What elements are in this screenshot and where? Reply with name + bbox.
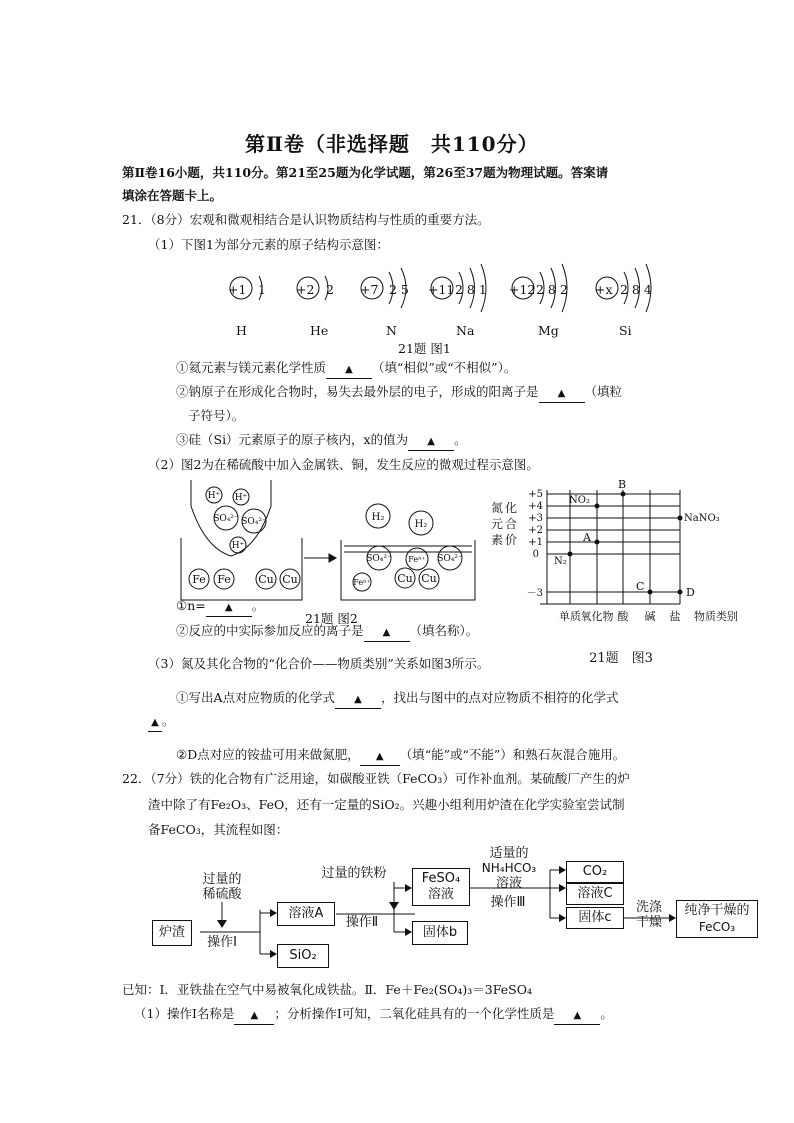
q21-part3: （3）氮及其化合物的“化合价——物质类别”关系如图3所示。 bbox=[148, 656, 490, 671]
atom-he-symbol: He bbox=[310, 323, 329, 338]
ytick: 0 bbox=[532, 549, 539, 560]
figure-3-caption: 21题 图3 bbox=[589, 651, 653, 666]
atom-si-nucleus: +x bbox=[595, 282, 613, 297]
intro-line-1: 第Ⅱ卷16小题，共110分。第21至25题为化学试题，第26至37题为物理试题。答案请 bbox=[122, 165, 609, 180]
q22-1: （1）操作Ⅰ名称是 ▲ ；分析操作Ⅰ可知，二氧化硅具有的一个化学性质是 ▲ 。 bbox=[134, 1006, 613, 1025]
q21-2-2: ②反应的中实际参加反应的离子是 ▲ （填名称）。 bbox=[176, 623, 478, 642]
q21-3-2: ②D点对应的铵盐可用来做氮肥， ▲ （填“能”或“不能”）和熟石灰混合施用。 bbox=[176, 747, 625, 766]
fig2-fe-ion: Feⁿ⁺ bbox=[353, 578, 371, 587]
box-feso4: FeSO₄ 溶液 bbox=[412, 868, 470, 906]
xaxis-label: 物质类别 bbox=[694, 610, 738, 623]
label-no2: NO₂ bbox=[569, 495, 590, 506]
label-nh4hco3: 适量的 NH₄HCO₃ 溶液 bbox=[481, 846, 537, 891]
box-solid-c: 固体c bbox=[566, 907, 624, 929]
answer-blank[interactable]: ▲ bbox=[364, 623, 410, 642]
answer-blank[interactable]: ▲ bbox=[408, 432, 454, 451]
q21-3-1: ①写出A点对应物质的化学式 ▲ ，找出与图中的点对应物质不相符的化学式 bbox=[176, 690, 619, 709]
fig2-h-ion: H⁺ bbox=[231, 541, 245, 551]
point-b bbox=[621, 492, 626, 497]
answer-blank[interactable]: ▲ bbox=[234, 1006, 274, 1025]
ytick: +1 bbox=[528, 537, 543, 548]
atom-he-shells: 2 bbox=[326, 282, 334, 297]
atom-h-symbol: H bbox=[236, 323, 247, 338]
atom-n-nucleus: +7 bbox=[360, 282, 379, 297]
ytick: +4 bbox=[528, 501, 543, 512]
q21-heading: 21．（8分）宏观和微观相结合是认识物质结构与性质的重要方法。 bbox=[122, 212, 490, 227]
q21-1-3: ③硅（Si）元素原子的原子核内，x的值为 ▲ 。 bbox=[176, 432, 467, 451]
q21-2-1: ①n= ▲ 。 bbox=[176, 598, 264, 617]
atom-na-symbol: Na bbox=[456, 323, 475, 338]
atom-si-shells: 2 8 4 bbox=[620, 282, 652, 297]
label-op2: 操作Ⅱ bbox=[345, 915, 379, 930]
fig2-fe: Fe bbox=[192, 573, 206, 586]
atom-na-shells: 2 8 1 bbox=[455, 282, 487, 297]
label-op1: 操作Ⅰ bbox=[207, 935, 237, 950]
q21-part2: （2）图2为在稀硫酸中加入金属铁、铜，发生反应的微观过程示意图。 bbox=[148, 457, 539, 472]
point-no2 bbox=[595, 504, 600, 509]
fig2-cu: Cu bbox=[421, 572, 437, 585]
label-d: D bbox=[686, 586, 695, 599]
point-c bbox=[648, 590, 653, 595]
q22-known: 已知：Ⅰ．亚铁盐在空气中易被氧化成铁盐。Ⅱ．Fe＋Fe₂(SO₄)₃＝3FeSO₄ bbox=[122, 982, 532, 997]
figure-3-chart bbox=[485, 478, 755, 668]
box-solution-c: 溶液C bbox=[566, 883, 624, 905]
q21-3-1-cont: ▲ 。 bbox=[148, 713, 175, 732]
fig2-h2: H₂ bbox=[371, 512, 385, 523]
ylabel-char: 素 bbox=[490, 533, 504, 547]
fig2-cu: Cu bbox=[258, 573, 274, 586]
atom-n-symbol: N bbox=[386, 323, 397, 338]
label-n2: N₂ bbox=[554, 556, 567, 567]
ytick: +2 bbox=[528, 525, 543, 536]
fig2-sulfate-ion: SO₄²⁻ bbox=[366, 554, 392, 564]
answer-blank[interactable]: ▲ bbox=[148, 713, 162, 732]
answer-blank[interactable]: ▲ bbox=[335, 690, 381, 709]
box-luzha: 炉渣 bbox=[152, 920, 192, 946]
answer-blank[interactable]: ▲ bbox=[360, 747, 400, 766]
xcat-label: 酸 bbox=[617, 610, 629, 623]
box-solid-b: 固体b bbox=[412, 921, 468, 945]
point-nano3 bbox=[678, 516, 683, 521]
label-iron: 过量的铁粉 bbox=[321, 866, 387, 881]
fig2-fe-ion: Feⁿ⁺ bbox=[408, 555, 426, 564]
label-wash-dry: 洗涤 干燥 bbox=[635, 900, 662, 930]
fig2-sulfate-ion: SO₄²⁻ bbox=[213, 514, 239, 524]
fig2-sulfate-ion: SO₄²⁻ bbox=[437, 554, 463, 564]
atom-n-shells: 2 5 bbox=[389, 282, 409, 297]
label-b: B bbox=[618, 478, 627, 491]
atom-na-nucleus: +11 bbox=[428, 282, 455, 297]
answer-blank[interactable]: ▲ bbox=[206, 598, 252, 617]
q22-line-1: 22．（7分）铁的化合物有广泛用途，如碳酸亚铁（FeCO₃）可作补血剂。某硫酸厂产生的炉 bbox=[122, 771, 630, 786]
atom-mg-nucleus: +12 bbox=[509, 282, 536, 297]
label-op3: 操作Ⅲ bbox=[490, 895, 526, 910]
ylabel-char: 元 bbox=[490, 517, 504, 531]
box-co2: CO₂ bbox=[566, 861, 624, 883]
fig2-sulfate-ion: SO₄²⁻ bbox=[241, 517, 267, 527]
atom-mg-shells: 2 8 2 bbox=[536, 282, 568, 297]
ylabel-char: 氮 bbox=[490, 501, 504, 515]
box-product: 纯净干燥的 FeCO₃ bbox=[676, 900, 758, 938]
answer-blank[interactable]: ▲ bbox=[539, 384, 585, 403]
atom-he-nucleus: +2 bbox=[296, 282, 315, 297]
fig2-h2: H₂ bbox=[414, 519, 428, 530]
ytick: +5 bbox=[528, 489, 543, 500]
q22-line-3: 备FeCO₃，其流程如图： bbox=[148, 822, 289, 837]
page-title: 第Ⅱ卷（非选择题 共110分） bbox=[245, 132, 539, 156]
xcat-label: 氧化物 bbox=[580, 610, 614, 623]
fig2-fe: Fe bbox=[217, 573, 231, 586]
q21-part1: （1）下图1为部分元素的原子结构示意图： bbox=[148, 237, 389, 252]
q21-1-2-cont: 子符号）。 bbox=[188, 408, 245, 423]
label-nano3: NaNO₃ bbox=[684, 513, 720, 524]
atom-si-symbol: Si bbox=[619, 323, 632, 338]
answer-blank[interactable]: ▲ bbox=[554, 1006, 600, 1025]
ylabel-char: 价 bbox=[504, 533, 518, 547]
atom-h-nucleus: +1 bbox=[228, 282, 247, 297]
label-a: A bbox=[583, 531, 591, 544]
label-acid: 过量的 稀硫酸 bbox=[202, 872, 242, 902]
chart-grid bbox=[547, 490, 680, 604]
figure-2-diagram bbox=[175, 478, 495, 618]
figure-1-caption: 21题 图1 bbox=[398, 341, 451, 356]
ytick: －3 bbox=[526, 588, 543, 599]
fig2-h-ion: H⁺ bbox=[207, 491, 221, 501]
point-d bbox=[678, 590, 683, 595]
q22-line-2: 渣中除了有Fe₂O₃、FeO，还有一定量的SiO₂。兴趣小组利用炉渣在化学实验室尝试制 bbox=[148, 797, 625, 812]
ylabel-char: 化 bbox=[504, 501, 518, 515]
box-solution-a: 溶液A bbox=[277, 902, 335, 926]
ylabel-char: 合 bbox=[504, 517, 518, 531]
figure-2-caption: 21题 图2 bbox=[305, 611, 358, 626]
ytick: +3 bbox=[528, 513, 543, 524]
xcat-label: 盐 bbox=[669, 610, 681, 623]
fig2-cu: Cu bbox=[397, 572, 413, 585]
point-n2 bbox=[568, 552, 573, 557]
xcat-label: 碱 bbox=[644, 610, 656, 623]
box-sio2: SiO₂ bbox=[277, 944, 329, 968]
fig2-h-ion: H⁺ bbox=[234, 493, 248, 503]
answer-blank[interactable]: ▲ bbox=[326, 360, 372, 379]
q21-1-1: ①氦元素与镁元素化学性质 ▲ （填“相似”或“不相似”）。 bbox=[176, 360, 516, 379]
point-a bbox=[595, 540, 600, 545]
atom-diagrams bbox=[215, 262, 675, 342]
fig2-cu: Cu bbox=[282, 573, 298, 586]
atom-mg-symbol: Mg bbox=[538, 323, 559, 338]
intro-line-2: 填涂在答题卡上。 bbox=[122, 188, 223, 203]
label-c: C bbox=[636, 580, 645, 593]
xcat-label: 单质 bbox=[559, 610, 581, 623]
q21-1-2: ②钠原子在形成化合物时，易失去最外层的电子，形成的阳离子是 ▲ （填粒 bbox=[176, 384, 622, 403]
atom-h-shells: 1 bbox=[258, 282, 266, 297]
